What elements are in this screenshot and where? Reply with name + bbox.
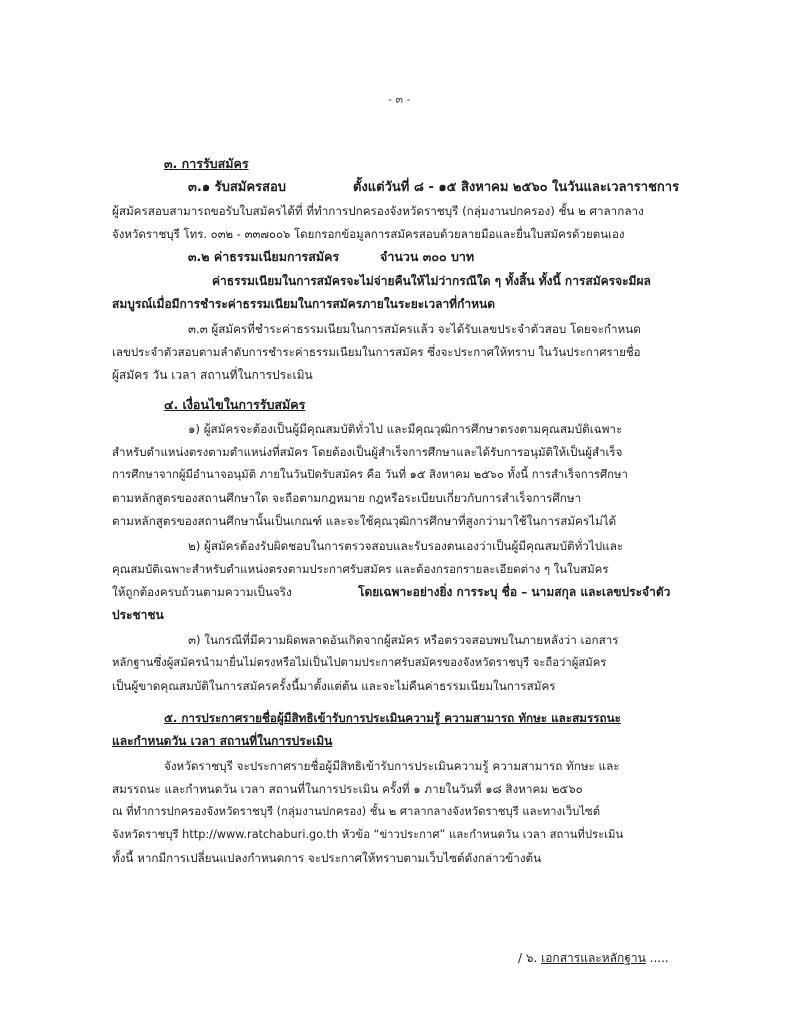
s4-c2-line4: ประชาชน — [112, 608, 164, 622]
s3-2-line2: ค่าธรรมเนียมในการสมัครจะไม่จ่ายคืนให้ไม่ว่ากรณีใด ๆ ทั้งสิ้น ทั้งนี้ การสมัครจะมีผล — [212, 274, 651, 288]
section-5-heading-line2: และกำหนดวัน เวลา สถานที่ในการประเมิน — [112, 734, 333, 748]
s4-c1-line4: ตามหลักสูตรของสถานศึกษาใด จะถือตามกฎหมาย กฎหรือระเบียบเกี่ยวกับการสำเร็จการศึกษา — [112, 491, 582, 505]
s3-2-label: ๓.๒ ค่าธรรมเนียมการสมัคร — [188, 249, 340, 264]
section-3-heading: ๓. การรับสมัคร — [164, 156, 249, 171]
s5-line3: ณ ที่ทำการปกครองจังหวัดราชบุรี (กลุ่มงานปกครอง) ชั้น ๒ ศาลากลางจังหวัดราชบุรี และทางเว็บไซต์ — [112, 805, 601, 818]
s3-2-amount: จำนวน ๓๐๐ บาท — [380, 249, 475, 264]
s4-c2-line3-a: ให้ถูกต้องครบถ้วนตามความเป็นจริง — [112, 585, 292, 599]
s4-c1-line3: การศึกษาจากผู้มีอำนาจอนุมัติ ภายในวันปิดรับสมัคร คือ วันที่ ๑๕ สิงหาคม ๒๕๖๐ ทั้งนี้ การสำเร็จการศึกษา — [112, 468, 628, 481]
s3-1-line2: ผู้สมัครสอบสามารถขอรับใบสมัครได้ที่ ที่ทำการปกครองจังหวัดราชบุรี (กลุ่มงานปกครอง) ชั้น ๒ ศาลากลาง — [112, 204, 644, 218]
s5-line2: สมรรถนะ และกำหนดวัน เวลา สถานที่ในการประเมิน ครั้งที่ ๑ ภายในวันที่ ๑๘ สิงหาคม ๒๕๖๐ — [112, 782, 583, 796]
footer-prefix: / ๖. — [518, 951, 538, 965]
s3-2-line3: สมบูรณ์เมื่อมีการชำระค่าธรรมเนียมในการสมัครภายในระยะเวลาที่กำหนด — [112, 297, 495, 311]
footer-continuation — [518, 950, 669, 966]
s3-3-line1: ๓.๓ ผู้สมัครที่ชำระค่าธรรมเนียมในการสมัครแล้ว จะได้รับเลขประจำตัวสอบ โดยจะกำหนด — [188, 322, 641, 336]
s4-c1-line1: ๑) ผู้สมัครจะต้องเป็นผู้มีคุณสมบัติทั่วไป และมีคุณวุฒิการศึกษาตรงตามคุณสมบัติเฉพาะ — [188, 422, 623, 436]
s3-1-line3: จังหวัดราชบุรี โทร. ๐๓๒ - ๓๓๗๐๐๖ โดยกรอกข้อมูลการสมัครสอบด้วยลายมือและยื่นใบสมัครด้วยตนเอง — [112, 227, 625, 241]
section-4-heading: ๔. เงื่อนไขในการรับสมัคร — [164, 397, 306, 412]
s4-c3-line3: เป็นผู้ขาดคุณสมบัติในการสมัครครั้งนี้มาตั้งแต่ต้น และจะไม่คืนค่าธรรมเนียมในการสมัคร — [112, 679, 556, 693]
s4-c1-line2: สำหรับตำแหน่งตรงตามตำแหน่งที่สมัคร โดยต้องเป็นผู้สำเร็จการศึกษาและได้รับการอนุมัติให้เป็นผู้สำเร็จ — [112, 445, 623, 459]
s5-line1: จังหวัดราชบุรี จะประกาศรายชื่อผู้มีสิทธิเข้ารับการประเมินความรู้ ความสามารถ ทักษะ และ — [164, 759, 620, 773]
s4-c2-line3-b: โดยเฉพาะอย่างยิ่ง การระบุ ชื่อ – นามสกุล และเลขประจำตัว — [358, 585, 671, 599]
s4-c2-line2: คุณสมบัติเฉพาะสำหรับตำแหน่งตรงตามประกาศรับสมัคร และต้องกรอกรายละเอียดต่าง ๆ ในใบสมัคร — [112, 562, 609, 576]
s3-3-line3: ผู้สมัคร วัน เวลา สถานที่ในการประเมิน — [112, 368, 313, 382]
section-5-heading-line1: ๕. การประกาศรายชื่อผู้มีสิทธิเข้ารับการประเมินความรู้ ความสามารถ ทักษะ และสมรรถนะ — [164, 711, 621, 725]
s3-3-line2: เลขประจำตัวสอบตามลำดับการชำระค่าธรรมเนียมในการสมัคร ซึ่งจะประกาศให้ทราบ ในวันประกาศรายชื่อ — [112, 345, 641, 359]
s4-c3-line1: ๓) ในกรณีที่มีความผิดพลาดอันเกิดจากผู้สมัคร หรือตรวจสอบพบในภายหลังว่า เอกสาร — [188, 633, 619, 647]
s5-line5: ทั้งนี้ หากมีการเปลี่ยนแปลงกำหนดการ จะประกาศให้ทราบตามเว็บไซต์ดังกล่าวข้างต้น — [112, 851, 542, 865]
s4-c2-line1: ๒) ผู้สมัครต้องรับผิดชอบในการตรวจสอบและรับรองตนเองว่าเป็นผู้มีคุณสมบัติทั่วไปและ — [188, 539, 624, 553]
footer-next-section: เอกสารและหลักฐาน — [541, 951, 646, 965]
s4-c1-line5: ตามหลักสูตรของสถานศึกษานั้นเป็นเกณฑ์ และจะใช้คุณวุฒิการศึกษาที่สูงกว่ามาใช้ในการสมัครไม่ได้ — [112, 514, 617, 528]
s3-1-dates: ตั้งแต่วันที่ ๘ - ๑๕ สิงหาคม ๒๕๖๐ ในวันและเวลาราชการ — [353, 180, 680, 195]
footer-suffix: ..... — [649, 951, 669, 965]
s5-line4: จังหวัดราชบุรี http://www.ratchaburi.go.th หัวข้อ “ข่าวประกาศ” และกำหนดวัน เวลา สถานที่ประเมิน — [112, 828, 624, 841]
s4-c3-line2: หลักฐานซึ่งผู้สมัครนำมายื่นไม่ตรงหรือไม่เป็นไปตามประกาศรับสมัครของจังหวัดราชบุรี จะถือว่าผู้สมัคร — [112, 656, 607, 669]
page-number: - ๓ - — [388, 93, 411, 106]
s3-1-label: ๓.๑ รับสมัครสอบ — [188, 180, 287, 195]
